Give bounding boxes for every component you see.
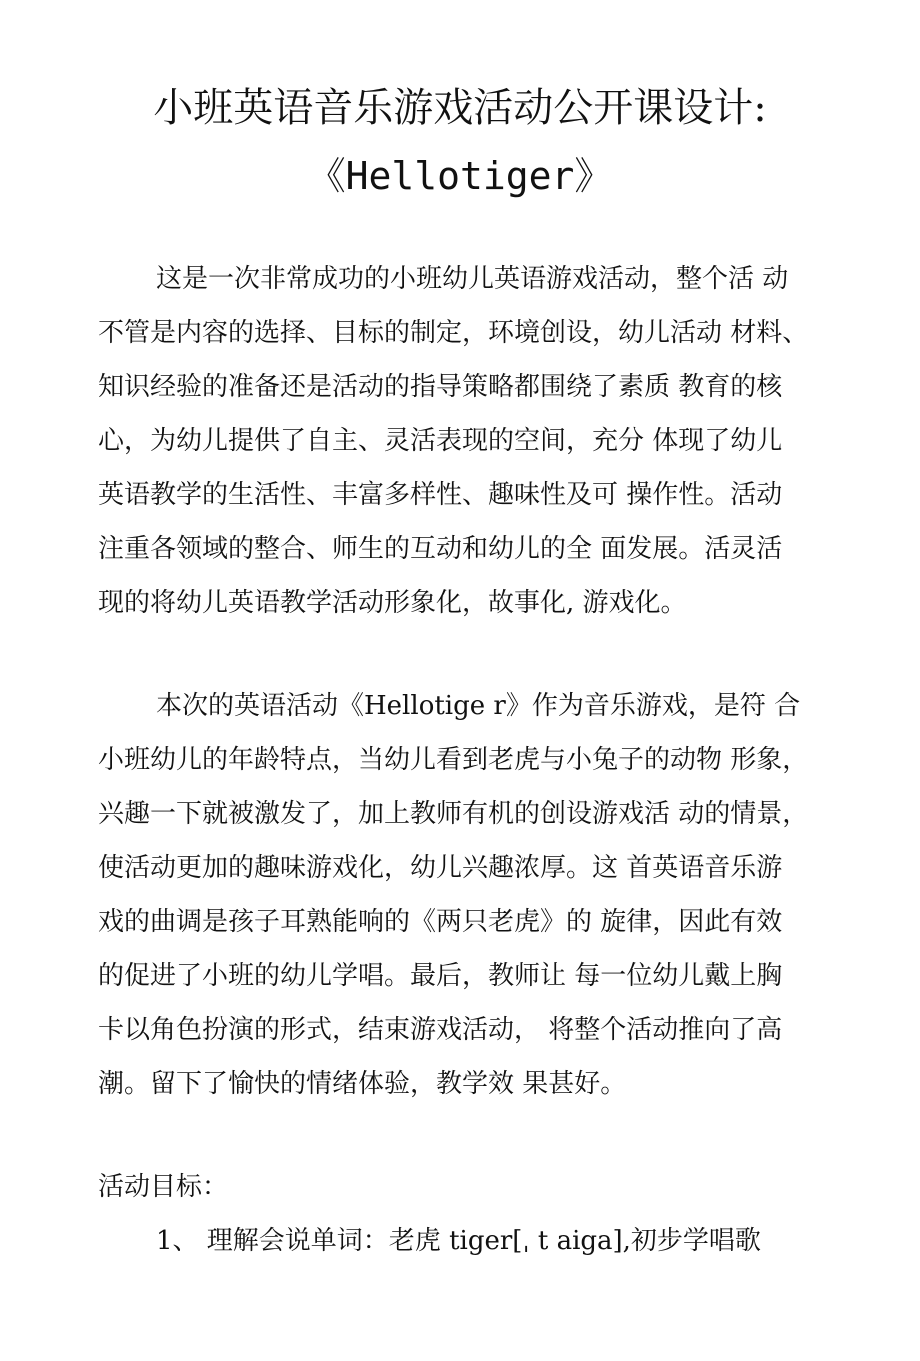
document-subtitle: 《Hellotiger》 <box>307 154 613 198</box>
paragraph-line: 知识经验的准备还是活动的指导策略都围绕了素质 教育的核 <box>98 372 783 402</box>
intro-paragraph <box>98 252 838 630</box>
paragraph-line: 小班幼儿的年龄特点，当幼儿看到老虎与小兔子的动物 形象， <box>98 745 809 775</box>
activity-paragraph <box>98 679 838 1111</box>
paragraph-line: 心，为幼儿提供了自主、灵活表现的空间，充分 体现了幼儿 <box>98 426 783 456</box>
paragraph-line: 的促进了小班的幼儿学唱。最后，教师让 每一位幼儿戴上胸 <box>98 961 783 991</box>
paragraph-line: 注重各领域的整合、师生的互动和幼儿的全 面发展。活灵活 <box>98 534 783 564</box>
paragraph-line: 兴趣一下就被激发了，加上教师有机的创设游戏活 动的情景， <box>98 799 809 829</box>
document-title: 小班英语音乐游戏活动公开课设计: <box>153 85 767 131</box>
paragraph-line: 本次的英语活动《Hellotige r》作为音乐游戏，是符 合 <box>156 691 801 721</box>
paragraph-line: 潮。留下了愉快的情绪体验，教学效 果甚好。 <box>98 1069 627 1099</box>
paragraph-line: 使活动更加的趣味游戏化，幼儿兴趣浓厚。这 首英语音乐游 <box>98 853 783 883</box>
paragraph-line: 不管是内容的选择、目标的制定，环境创设，幼儿活动 材料、 <box>98 318 809 348</box>
paragraph-line: 英语教学的生活性、丰富多样性、趣味性及可 操作性。活动 <box>98 480 783 510</box>
paragraph-line: 这是一次非常成功的小班幼儿英语游戏活动，整个活 动 <box>156 264 789 294</box>
paragraph-line: 现的将幼儿英语教学活动形象化，故事化, 游戏化。 <box>98 588 687 618</box>
paragraph-line: 卡以角色扮演的形式，结束游戏活动， 将整个活动推向了高 <box>98 1015 783 1045</box>
paragraph-line: 戏的曲调是孩子耳熟能响的《两只老虎》的 旋律，因此有效 <box>98 907 783 937</box>
objective-item-1: 1、 理解会说单词：老虎 tiger[ˌ t aiga],初步学唱歌 <box>156 1226 761 1256</box>
objectives-heading: 活动目标： <box>98 1172 229 1202</box>
